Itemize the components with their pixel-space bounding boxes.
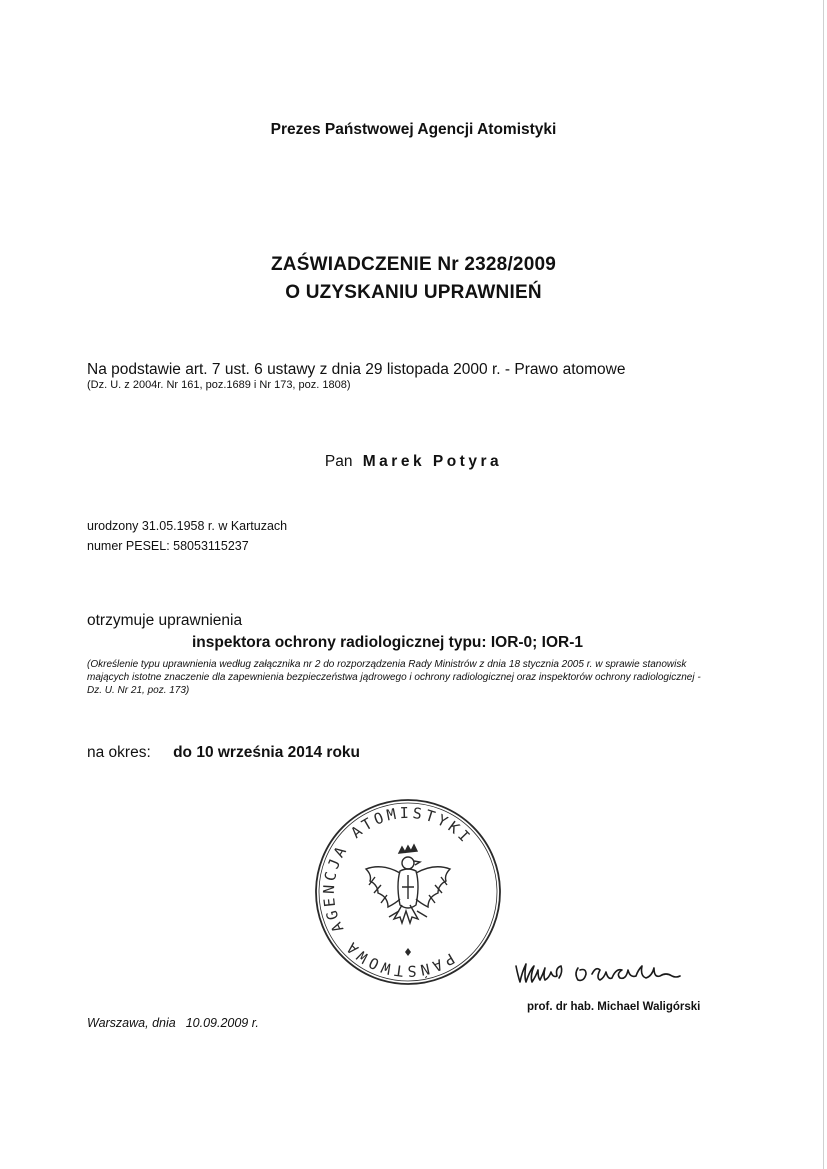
legal-basis-reference: (Dz. U. z 2004r. Nr 161, poz.1689 i Nr 173, poz. 1808) xyxy=(87,379,351,391)
eagle-icon xyxy=(366,845,450,923)
person-name: Marek Potyra xyxy=(362,453,503,470)
legal-basis: Na podstawie art. 7 ust. 6 ustawy z dnia 29 listopada 2000 r. - Prawo atomowe xyxy=(87,361,626,378)
certificate-title: ZAŚWIADCZENIE Nr 2328/2009 xyxy=(270,254,556,275)
issue-place: Warszawa, dnia xyxy=(87,1016,176,1030)
period-label: na okres: xyxy=(87,744,151,761)
person-line xyxy=(0,453,827,471)
issue-date: 10.09.2009 r. xyxy=(185,1016,259,1030)
signature-icon xyxy=(510,952,725,992)
place-and-date xyxy=(87,1016,259,1030)
salutation: Pan xyxy=(324,453,353,470)
issuer-heading: Prezes Państwowej Agencji Atomistyki xyxy=(270,121,557,138)
certificate-subtitle: O UZYSKANIU UPRAWNIEŃ xyxy=(285,282,542,303)
birth-details: urodzony 31.05.1958 r. w Kartuzach xyxy=(87,519,288,533)
receives-label: otrzymuje uprawnienia xyxy=(87,612,243,629)
validity-period xyxy=(87,744,360,762)
qualification: inspektora ochrony radiologicznej typu: IOR-0; IOR-1 xyxy=(192,634,583,651)
seal-text: PAŃSTWOWA AGENCJA ATOMISTYKI xyxy=(319,803,476,981)
pesel-number: numer PESEL: 58053115237 xyxy=(87,539,249,553)
qualification-footnote: (Określenie typu uprawnienia według załącznika nr 2 do rozporządzenia Rady Ministrów z dnia 18 stycznia 2005 r. w sprawie stanowisk mających istotne znaczenie dla zapewnienia bezpieczeństwa jądrowego i ochrony radiologicznej oraz inspektorów ochrony radiologicznej - Dz. U. Nr 21, poz. 173) xyxy=(87,659,701,696)
official-seal-icon xyxy=(313,797,503,987)
star-icon xyxy=(405,948,411,956)
page-edge xyxy=(823,0,824,1169)
period-value: do 10 września 2014 roku xyxy=(173,744,361,761)
signatory-name: prof. dr hab. Michael Waligórski xyxy=(527,1001,701,1013)
